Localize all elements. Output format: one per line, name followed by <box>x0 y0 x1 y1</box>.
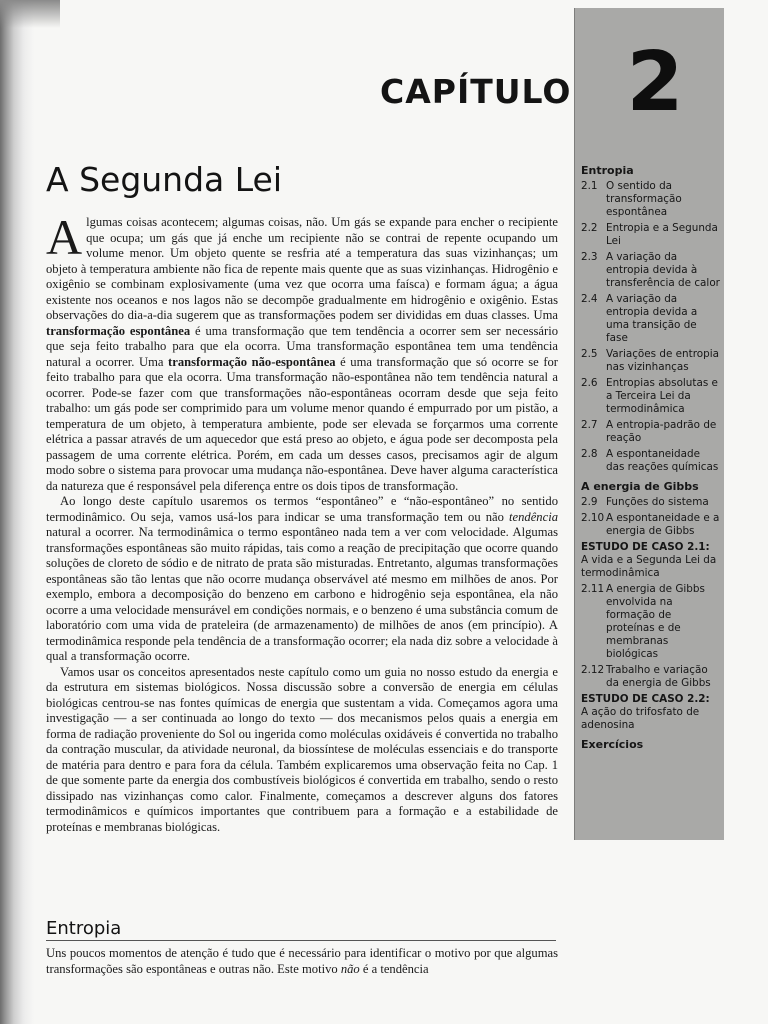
sidebar-item-label: Entropia e a Segunda Lei <box>606 222 718 247</box>
sidebar-item <box>581 251 721 290</box>
text-run: Uns poucos momentos de atenção é tudo que é necessário para identificar o motivo por que algumas transformações são espontâneas e outras não. Este motivo <box>46 946 558 976</box>
bold-term: transformação espontânea <box>46 323 191 338</box>
sidebar-item-number: 2.2 <box>581 222 598 234</box>
case-study-subtitle: A vida e a Segunda Lei da termodinâmica <box>581 554 717 579</box>
sidebar-item-number: 2.8 <box>581 448 598 460</box>
sidebar-item-number: 2.12 <box>581 664 605 676</box>
drop-cap: A <box>46 209 83 265</box>
sidebar-item-label: A energia de Gibbs envolvida na formação de proteínas e de membranas biológicas <box>606 583 705 660</box>
chapter-title: A Segunda Lei <box>46 160 283 199</box>
text-run: lgumas coisas acontecem; algumas coisas, não. Um gás se expande para encher o recipiente que ocupa; um gás que já enche um recipiente não se contrai de repente ocupando um volume menor. Um objeto quente se resfria até a temperatura das suas vizinhanças; um objeto à temperatura ambiente não fica de repente mais quente que as suas vizinhanças. Hidrogênio e oxigênio se combinam explosivamente (uma vez que ocorra uma faísca) e formam água; a água existente nos oceanos e nos lagos não se decompõe gradualmente em hidrogênio e oxigênio. Estas observações do dia-a-dia sugerem que as transformações podem ser divididas em duas classes. Uma <box>46 215 558 322</box>
sidebar-item <box>581 222 721 248</box>
case-study-title: ESTUDO DE CASO 2.2: <box>581 693 710 705</box>
sidebar-item-number: 2.4 <box>581 293 598 305</box>
paragraph-1 <box>46 209 559 494</box>
sidebar-item <box>581 348 721 374</box>
sidebar-item-number: 2.6 <box>581 377 598 389</box>
section-heading-entropia: Entropia <box>46 918 556 941</box>
text-run: Ao longo deste capítulo usaremos os termos “espontâneo” e “não-espontâneo” no sentido termodinâmico. Ou seja, vamos usá-los para indicar se uma transformação tem ou não <box>46 494 558 524</box>
sidebar-item <box>581 496 721 509</box>
sidebar-item-number: 2.10 <box>581 512 605 524</box>
sidebar-item-number: 2.9 <box>581 496 598 508</box>
sidebar-item-label: A variação da entropia devida a uma transição de fase <box>606 293 698 344</box>
paragraph-3 <box>46 665 558 836</box>
sidebar-item <box>581 180 721 219</box>
sidebar-contents <box>581 158 721 754</box>
sidebar-item-label: O sentido da transformação espontânea <box>606 180 682 218</box>
sidebar-item-label: A variação da entropia devida à transferência de calor <box>606 251 720 289</box>
sidebar-item-label: Entropias absolutas e a Terceira Lei da termodinâmica <box>606 377 718 415</box>
text-run: é uma transformação que só ocorre se for feito trabalho para que ela ocorra. Uma transformação não-espontânea não tem tendência natural a ocorrer. Pode-se fazer com que transformações não-espontâneas ocorram desde que seja feito trabalho: um gás pode ser comprimido para um volume menor quando é empurrado por um pistão, a temperatura de um objeto, à temperatura ambiente, pode ser elevada se forçarmos uma corrente elétrica a passar através de um aquecedor que está preso ao objeto, e água pode ser decomposta pela passagem de uma corrente elétrica. Porém, em cada um desses casos, precisamos agir de algum modo sobre o sistema para provocar uma mudança não-espontânea. Deve haver alguma característica da natureza que é responsável pela diferença entre os dois tipos de transformação. <box>46 354 559 493</box>
text-run: natural a ocorrer. Na termodinâmica o termo espontâneo nada tem a ver com velocidade. Algumas transformações espontâneas são muito rápidas, tais como a reação de precipitação que ocorre quando soluções de cloreto de sódio e de nitrato de prata são misturadas. Entretanto, algumas transformações espontâneas são tão lentas que não ocorre mudança observável até mesmo em milhões de anos. Por exemplo, embora a decomposição do benzeno em carbono e hidrogênio seja espontânea, ela não ocorre a uma velocidade mensurável em condições normais, e o benzeno é uma substância comum de laboratório com uma vida de prateleira (de armazenamento) de milhões de anos (em princípio). A termodinâmica responde pela tendência de a transformação ocorrer; ela nada diz sobre a velocidade à qual a transformação ocorre. <box>46 525 558 663</box>
text-run: Vamos usar os conceitos apresentados neste capítulo como um guia no nosso estudo da energia e da estrutura em sistemas biológicos. Nossa discussão sobre a conversão de energia em células biológicas centrou-se nas fontes químicas de energia que sustentam a vida. Começamos agora uma investigação — a ser continuada ao longo do texto — dos mecanismos pelos quais a energia em forma de radiação proveniente do Sol ou ingerida como moléculas oxidáveis é convertida no trabalho da contração muscular, da atividade neuronal, da biossíntese de moléculas essenciais e do transporte de matéria para dentro e para fora da célula. Também explicaremos uma observação feita no Cap. 1 de que somente parte da energia dos combustíveis biológicos é convertida em trabalho, sendo o resto dissipado nas vizinhanças como calor. Finalmente, começamos a descrever alguns dos fatores termodinâmicos e químicos importantes que contribuem para a formação e a estabilidade de proteínas e membranas biológicas. <box>46 664 558 834</box>
text-run: é a tendência <box>359 961 429 976</box>
sidebar-section-heading: A energia de Gibbs <box>581 480 699 493</box>
sidebar-item-label: A espontaneidade das reações químicas <box>606 448 719 473</box>
case-study-subtitle: A ação do trifosfato de adenosina <box>581 706 700 731</box>
sidebar-item-number: 2.5 <box>581 348 598 360</box>
sidebar-item-label: A espontaneidade e a energia de Gibbs <box>606 512 720 537</box>
chapter-contents-sidebar <box>574 8 724 840</box>
page-corner-shadow <box>0 0 60 28</box>
section-body-text <box>46 946 558 977</box>
sidebar-item-label: Funções do sistema <box>606 496 709 508</box>
text-run: é uma transformação que tem tendência a ocorrer sem ser necessário que seja feito trabalho para que ela ocorra. Uma transformação espontânea tem uma tendência natural a ocorrer. Uma <box>46 323 558 369</box>
sidebar-item-number: 2.7 <box>581 419 598 431</box>
paragraph-2 <box>46 494 558 665</box>
sidebar-item-label: Trabalho e variação da energia de Gibbs <box>606 664 711 689</box>
sidebar-item-number: 2.3 <box>581 251 598 263</box>
sidebar-item <box>581 512 721 538</box>
sidebar-item <box>581 377 721 416</box>
sidebar-item-label: Variações de entropia nas vizinhanças <box>606 348 719 373</box>
sidebar-section-heading: Entropia <box>581 164 634 177</box>
sidebar-item <box>581 293 721 345</box>
bold-term: transformação não-espontânea <box>168 354 336 369</box>
sidebar-item-label: A entropia-padrão de reação <box>606 419 717 444</box>
sidebar-exercises: Exercícios <box>581 738 644 751</box>
sidebar-item-number: 2.1 <box>581 180 598 192</box>
chapter-number: 2 <box>626 35 684 130</box>
chapter-label: CAPÍTULO <box>380 72 572 111</box>
case-study-title: ESTUDO DE CASO 2.1: <box>581 541 710 553</box>
chapter-intro-text <box>46 209 559 835</box>
italic-term: não <box>340 961 360 976</box>
sidebar-item <box>581 664 721 690</box>
paragraph-1-text <box>46 209 559 493</box>
page-binding-shadow <box>0 0 34 1024</box>
sidebar-item <box>581 448 721 474</box>
sidebar-item <box>581 583 721 661</box>
sidebar-item-number: 2.11 <box>581 583 605 595</box>
italic-term: tendência <box>509 509 558 524</box>
sidebar-item <box>581 419 721 445</box>
